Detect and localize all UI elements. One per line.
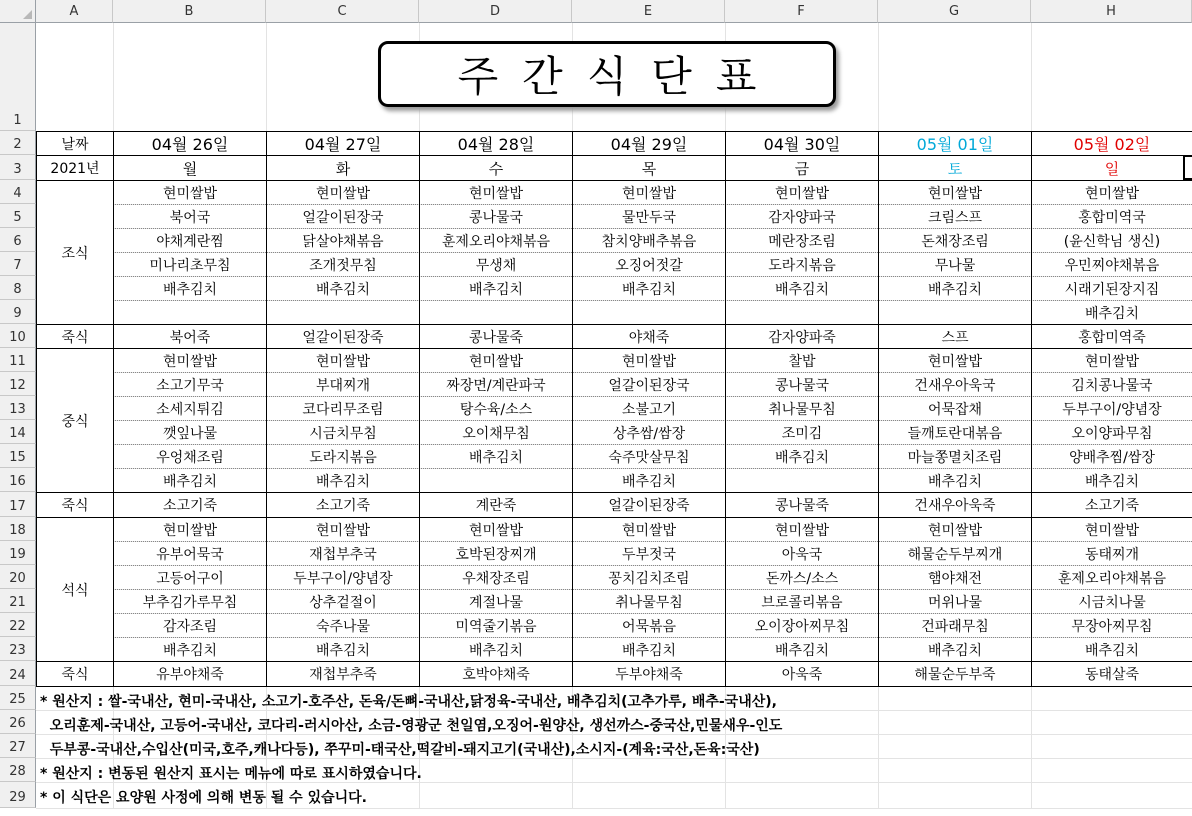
row-header-6[interactable]: 6 bbox=[0, 228, 36, 252]
meal-label-cell[interactable]: 중식 bbox=[37, 349, 113, 492]
row-border bbox=[36, 180, 1192, 181]
row-header-22[interactable]: 22 bbox=[0, 613, 36, 637]
column-border bbox=[419, 131, 420, 686]
select-all-corner[interactable] bbox=[0, 0, 36, 23]
column-border bbox=[1031, 131, 1032, 686]
menu-item-cell[interactable]: 미역줄기볶음 bbox=[420, 614, 572, 637]
column-header-h[interactable]: H bbox=[1031, 0, 1192, 23]
menu-item-cell[interactable]: 유부어묵국 bbox=[114, 542, 266, 565]
menu-item-cell[interactable]: 현미쌀밥 bbox=[879, 349, 1031, 372]
menu-item-cell[interactable] bbox=[726, 469, 878, 492]
date-cell[interactable]: 04월 28일 bbox=[420, 132, 572, 155]
menu-item-cell[interactable]: 배추김치 bbox=[267, 638, 419, 661]
menu-item-cell[interactable]: 소세지튀김 bbox=[114, 397, 266, 420]
footnote-line: * 원산지 : 변동된 원산지 표시는 메뉴에 따로 표시하였습니다. bbox=[40, 766, 422, 782]
menu-item-cell[interactable]: 우엉채조림 bbox=[114, 445, 266, 468]
menu-item-cell[interactable] bbox=[573, 301, 725, 324]
menu-item-cell[interactable]: 현미쌀밥 bbox=[726, 518, 878, 541]
menu-item-cell[interactable]: 돈까스/소스 bbox=[726, 566, 878, 589]
menu-item-cell[interactable]: 찰밥 bbox=[726, 349, 878, 372]
page-title-text: 주간식단표 bbox=[457, 52, 781, 101]
row-header-29[interactable]: 29 bbox=[0, 782, 36, 808]
menu-item-cell[interactable]: 숙주맛살무침 bbox=[573, 445, 725, 468]
menu-item-cell[interactable]: 현미쌀밥 bbox=[420, 518, 572, 541]
row-border bbox=[36, 324, 1192, 325]
weekday-cell[interactable]: 수 bbox=[420, 156, 572, 180]
menu-item-cell[interactable]: 배추김치 bbox=[420, 277, 572, 300]
menu-item-cell[interactable]: 오이채무침 bbox=[420, 421, 572, 444]
selected-cell-indicator[interactable] bbox=[1183, 155, 1192, 180]
date-cell[interactable]: 04월 27일 bbox=[267, 132, 419, 155]
column-border bbox=[113, 131, 114, 686]
menu-item-cell[interactable]: 조개젓무침 bbox=[267, 253, 419, 276]
menu-item-cell[interactable]: 얼갈이된장죽 bbox=[573, 493, 725, 517]
menu-item-cell[interactable]: 오이장아찌무침 bbox=[726, 614, 878, 637]
menu-item-cell[interactable]: 양배추찜/쌈장 bbox=[1032, 445, 1192, 468]
menu-item-cell[interactable]: 얼갈이된장국 bbox=[267, 205, 419, 228]
menu-item-cell[interactable]: 배추김치 bbox=[879, 277, 1031, 300]
row-header-1[interactable]: 1 bbox=[0, 23, 36, 131]
menu-item-cell[interactable]: 어묵잡채 bbox=[879, 397, 1031, 420]
meal-label-cell[interactable]: 죽식 bbox=[37, 662, 113, 686]
menu-item-cell[interactable]: 현미쌀밥 bbox=[114, 181, 266, 204]
menu-item-cell[interactable]: 해물순두부죽 bbox=[879, 662, 1031, 686]
menu-item-cell[interactable]: 두부젓국 bbox=[573, 542, 725, 565]
menu-item-cell[interactable]: 배추김치 bbox=[114, 469, 266, 492]
menu-item-cell[interactable]: 오징어젓갈 bbox=[573, 253, 725, 276]
row-header-24[interactable]: 24 bbox=[0, 661, 36, 686]
row-border bbox=[36, 686, 1192, 687]
menu-item-cell[interactable]: 콩나물죽 bbox=[726, 493, 878, 517]
column-header-e[interactable]: E bbox=[572, 0, 725, 23]
date-cell[interactable]: 04월 29일 bbox=[573, 132, 725, 155]
menu-item-cell[interactable]: 시금치무침 bbox=[267, 421, 419, 444]
menu-item-cell[interactable]: 호박야채죽 bbox=[420, 662, 572, 686]
menu-item-cell[interactable]: 배추김치 bbox=[267, 277, 419, 300]
menu-item-cell[interactable]: 무장아찌무침 bbox=[1032, 614, 1192, 637]
menu-item-cell[interactable]: 건파래무침 bbox=[879, 614, 1031, 637]
row-header-17[interactable]: 17 bbox=[0, 492, 36, 517]
row-header-21[interactable]: 21 bbox=[0, 589, 36, 613]
menu-item-cell[interactable]: 소불고기 bbox=[573, 397, 725, 420]
row-header-27[interactable]: 27 bbox=[0, 734, 36, 758]
menu-item-cell[interactable]: 홍합미역국 bbox=[1032, 205, 1192, 228]
column-header-d[interactable]: D bbox=[419, 0, 572, 23]
date-cell[interactable]: 04월 26일 bbox=[114, 132, 266, 155]
menu-item-cell[interactable]: 브로콜리볶음 bbox=[726, 590, 878, 613]
weekday-cell[interactable]: 토 bbox=[879, 156, 1031, 180]
menu-item-cell[interactable]: 현미쌀밥 bbox=[1032, 181, 1192, 204]
menu-item-cell[interactable]: 배추김치 bbox=[879, 638, 1031, 661]
menu-item-cell[interactable]: 콩나물죽 bbox=[420, 325, 572, 348]
menu-item-cell[interactable]: 상추쌈/쌈장 bbox=[573, 421, 725, 444]
menu-item-cell[interactable]: 감자양파국 bbox=[726, 205, 878, 228]
row-header-20[interactable]: 20 bbox=[0, 565, 36, 589]
menu-item-cell[interactable]: 계절나물 bbox=[420, 590, 572, 613]
menu-item-cell[interactable]: 콩나물국 bbox=[420, 205, 572, 228]
menu-item-cell[interactable]: 배추김치 bbox=[573, 277, 725, 300]
menu-item-cell[interactable]: 스프 bbox=[879, 325, 1031, 348]
menu-item-cell[interactable]: 현미쌀밥 bbox=[420, 349, 572, 372]
row-header-18[interactable]: 18 bbox=[0, 517, 36, 541]
menu-item-cell[interactable]: 재첩부추국 bbox=[267, 542, 419, 565]
menu-item-cell[interactable]: 현미쌀밥 bbox=[1032, 349, 1192, 372]
menu-item-cell[interactable]: 어묵볶음 bbox=[573, 614, 725, 637]
menu-item-cell[interactable] bbox=[420, 469, 572, 492]
menu-item-cell[interactable]: 현미쌀밥 bbox=[1032, 518, 1192, 541]
menu-item-cell[interactable]: 현미쌀밥 bbox=[879, 181, 1031, 204]
menu-item-cell[interactable]: 소고기죽 bbox=[114, 493, 266, 517]
menu-item-cell[interactable]: 훈제오리야채볶음 bbox=[1032, 566, 1192, 589]
menu-item-cell[interactable]: 야채죽 bbox=[573, 325, 725, 348]
column-border bbox=[266, 131, 267, 686]
menu-item-cell[interactable]: 현미쌀밥 bbox=[114, 518, 266, 541]
menu-item-cell[interactable]: 해물순두부찌개 bbox=[879, 542, 1031, 565]
menu-item-cell[interactable]: 배추김치 bbox=[114, 277, 266, 300]
row-header-12[interactable]: 12 bbox=[0, 372, 36, 396]
row-header-28[interactable]: 28 bbox=[0, 758, 36, 782]
menu-item-cell[interactable]: 건새우아욱죽 bbox=[879, 493, 1031, 517]
row-header-8[interactable]: 8 bbox=[0, 276, 36, 300]
menu-item-cell[interactable]: 동태살죽 bbox=[1032, 662, 1192, 686]
menu-item-cell[interactable] bbox=[879, 301, 1031, 324]
row-header-26[interactable]: 26 bbox=[0, 710, 36, 734]
menu-item-cell[interactable] bbox=[267, 301, 419, 324]
meal-label-cell[interactable]: 죽식 bbox=[37, 493, 113, 517]
menu-item-cell[interactable]: 숙주나물 bbox=[267, 614, 419, 637]
row-header-15[interactable]: 15 bbox=[0, 444, 36, 468]
menu-item-cell[interactable]: 감자양파죽 bbox=[726, 325, 878, 348]
menu-item-cell[interactable]: 닭살야채볶음 bbox=[267, 229, 419, 252]
menu-item-cell[interactable]: 배추김치 bbox=[114, 638, 266, 661]
menu-item-cell[interactable]: 물만두국 bbox=[573, 205, 725, 228]
menu-item-cell[interactable]: 배추김치 bbox=[726, 638, 878, 661]
menu-item-cell[interactable]: 부대찌개 bbox=[267, 373, 419, 396]
row-header-7[interactable]: 7 bbox=[0, 252, 36, 276]
menu-item-cell[interactable]: 무생채 bbox=[420, 253, 572, 276]
row-border bbox=[36, 155, 1192, 156]
menu-item-cell[interactable]: 돈채장조림 bbox=[879, 229, 1031, 252]
menu-item-cell[interactable]: 북어국 bbox=[114, 205, 266, 228]
menu-item-cell[interactable]: (윤신학님 생신) bbox=[1032, 229, 1192, 252]
menu-item-cell[interactable]: 탕수육/소스 bbox=[420, 397, 572, 420]
column-header-a[interactable]: A bbox=[36, 0, 113, 23]
menu-item-cell[interactable]: 미나리초무침 bbox=[114, 253, 266, 276]
menu-item-cell[interactable]: 감자조림 bbox=[114, 614, 266, 637]
row-header-13[interactable]: 13 bbox=[0, 396, 36, 420]
menu-item-cell[interactable]: 취나물무침 bbox=[573, 590, 725, 613]
row-header-5[interactable]: 5 bbox=[0, 204, 36, 228]
menu-item-cell[interactable]: 소고기죽 bbox=[1032, 493, 1192, 517]
menu-item-cell[interactable]: 현미쌀밥 bbox=[114, 349, 266, 372]
gridline bbox=[36, 808, 1192, 809]
row-header-9[interactable]: 9 bbox=[0, 300, 36, 324]
row-header-23[interactable]: 23 bbox=[0, 637, 36, 661]
row-header-16[interactable]: 16 bbox=[0, 468, 36, 492]
weekday-cell[interactable]: 화 bbox=[267, 156, 419, 180]
menu-item-cell[interactable]: 소고기죽 bbox=[267, 493, 419, 517]
menu-item-cell[interactable]: 도라지볶음 bbox=[726, 253, 878, 276]
menu-item-cell[interactable]: 마늘쫑멸치조림 bbox=[879, 445, 1031, 468]
menu-item-cell[interactable]: 크림스프 bbox=[879, 205, 1031, 228]
menu-item-cell[interactable]: 소고기무국 bbox=[114, 373, 266, 396]
menu-item-cell[interactable]: 현미쌀밥 bbox=[267, 518, 419, 541]
menu-item-cell[interactable]: 취나물무침 bbox=[726, 397, 878, 420]
menu-item-cell[interactable]: 홍합미역죽 bbox=[1032, 325, 1192, 348]
weekday-cell[interactable]: 목 bbox=[573, 156, 725, 180]
menu-item-cell[interactable]: 훈제오리야채볶음 bbox=[420, 229, 572, 252]
menu-item-cell[interactable] bbox=[114, 301, 266, 324]
row-border bbox=[36, 517, 1192, 518]
menu-item-cell[interactable]: 북어죽 bbox=[114, 325, 266, 348]
row-header-10[interactable]: 10 bbox=[0, 324, 36, 348]
menu-item-cell[interactable]: 배추김치 bbox=[573, 469, 725, 492]
footnote-line: * 원산지 : 쌀-국내산, 현미-국내산, 소고기-호주산, 돈육/돈뼈-국내산,닭정육-국내산, 배추김치(고추가루, 배추-국내산), bbox=[40, 694, 777, 710]
menu-item-cell[interactable]: 배추김치 bbox=[573, 638, 725, 661]
menu-item-cell[interactable] bbox=[726, 301, 878, 324]
menu-item-cell[interactable]: 배추김치 bbox=[726, 277, 878, 300]
menu-item-cell[interactable]: 현미쌀밥 bbox=[267, 349, 419, 372]
footnote-line: 두부콩-국내산,수입산(미국,호주,캐나다등), 쭈꾸미-태국산,떡갈비-돼지고기(국내산),소시지-(계육:국산,돈육:국산) bbox=[40, 742, 760, 758]
menu-item-cell[interactable] bbox=[420, 301, 572, 324]
row-header-11[interactable]: 11 bbox=[0, 348, 36, 372]
date-cell[interactable]: 04월 30일 bbox=[726, 132, 878, 155]
menu-item-cell[interactable]: 계란죽 bbox=[420, 493, 572, 517]
weekday-cell[interactable]: 일 bbox=[1032, 156, 1192, 180]
menu-item-cell[interactable]: 오이양파무침 bbox=[1032, 421, 1192, 444]
menu-item-cell[interactable]: 깻잎나물 bbox=[114, 421, 266, 444]
menu-item-cell[interactable]: 현미쌀밥 bbox=[267, 181, 419, 204]
menu-item-cell[interactable]: 재첩부추죽 bbox=[267, 662, 419, 686]
footnote-line: * 이 식단은 요양원 사정에 의해 변동 될 수 있습니다. bbox=[40, 790, 367, 806]
row-header-25[interactable]: 25 bbox=[0, 686, 36, 710]
column-border bbox=[572, 131, 573, 686]
menu-item-cell[interactable]: 야채계란찜 bbox=[114, 229, 266, 252]
row-header-19[interactable]: 19 bbox=[0, 541, 36, 565]
column-header-c[interactable]: C bbox=[266, 0, 419, 23]
row-border bbox=[36, 661, 1192, 662]
meal-label-cell[interactable]: 조식 bbox=[37, 181, 113, 324]
menu-item-cell[interactable]: 우채장조림 bbox=[420, 566, 572, 589]
menu-item-cell[interactable]: 햄야채전 bbox=[879, 566, 1031, 589]
menu-item-cell[interactable]: 배추김치 bbox=[1032, 638, 1192, 661]
menu-item-cell[interactable]: 조미김 bbox=[726, 421, 878, 444]
column-border bbox=[878, 131, 879, 686]
menu-item-cell[interactable]: 배추김치 bbox=[267, 469, 419, 492]
menu-item-cell[interactable]: 꽁치김치조림 bbox=[573, 566, 725, 589]
row-header-4[interactable]: 4 bbox=[0, 180, 36, 204]
footnote-line: 오리훈제-국내산, 고등어-국내산, 코다리-러시아산, 소금-영광군 천일염,오징어-원양산, 생선까스-중국산,민물새우-인도 bbox=[40, 718, 783, 734]
menu-item-cell[interactable]: 얼갈이된장죽 bbox=[267, 325, 419, 348]
menu-item-cell[interactable]: 얼갈이된장국 bbox=[573, 373, 725, 396]
meal-label-cell[interactable]: 석식 bbox=[37, 518, 113, 661]
menu-item-cell[interactable]: 배추김치 bbox=[420, 445, 572, 468]
menu-item-cell[interactable]: 아욱죽 bbox=[726, 662, 878, 686]
menu-item-cell[interactable]: 현미쌀밥 bbox=[573, 181, 725, 204]
menu-item-cell[interactable]: 배추김치 bbox=[1032, 301, 1192, 324]
menu-item-cell[interactable]: 현미쌀밥 bbox=[573, 518, 725, 541]
menu-item-cell[interactable]: 도라지볶음 bbox=[267, 445, 419, 468]
menu-item-cell[interactable]: 현미쌀밥 bbox=[573, 349, 725, 372]
row-border bbox=[36, 131, 1192, 132]
menu-item-cell[interactable]: 시래기된장지짐 bbox=[1032, 277, 1192, 300]
menu-item-cell[interactable]: 배추김치 bbox=[420, 638, 572, 661]
menu-item-cell[interactable]: 동태찌개 bbox=[1032, 542, 1192, 565]
row-header-14[interactable]: 14 bbox=[0, 420, 36, 444]
menu-item-cell[interactable]: 들깨토란대볶음 bbox=[879, 421, 1031, 444]
menu-item-cell[interactable]: 배추김치 bbox=[726, 445, 878, 468]
menu-item-cell[interactable]: 부추김가루무침 bbox=[114, 590, 266, 613]
menu-item-cell[interactable]: 현미쌀밥 bbox=[726, 181, 878, 204]
menu-item-cell[interactable]: 배추김치 bbox=[879, 469, 1031, 492]
year-label-cell[interactable]: 2021년 bbox=[37, 156, 113, 180]
date-cell[interactable]: 05월 02일 bbox=[1032, 132, 1192, 155]
weekday-cell[interactable]: 월 bbox=[114, 156, 266, 180]
menu-item-cell[interactable]: 고등어구이 bbox=[114, 566, 266, 589]
weekday-cell[interactable]: 금 bbox=[726, 156, 878, 180]
menu-item-cell[interactable]: 참치양배추볶음 bbox=[573, 229, 725, 252]
menu-item-cell[interactable]: 유부야채죽 bbox=[114, 662, 266, 686]
menu-item-cell[interactable]: 시금치나물 bbox=[1032, 590, 1192, 613]
column-header-g[interactable]: G bbox=[878, 0, 1031, 23]
menu-item-cell[interactable]: 두부구이/양념장 bbox=[1032, 397, 1192, 420]
date-cell[interactable]: 05월 01일 bbox=[879, 132, 1031, 155]
menu-item-cell[interactable]: 메란장조림 bbox=[726, 229, 878, 252]
menu-item-cell[interactable]: 짜장면/계란파국 bbox=[420, 373, 572, 396]
menu-item-cell[interactable]: 두부야채죽 bbox=[573, 662, 725, 686]
menu-item-cell[interactable]: 콩나물국 bbox=[726, 373, 878, 396]
column-border bbox=[725, 131, 726, 686]
menu-item-cell[interactable]: 상추겉절이 bbox=[267, 590, 419, 613]
menu-item-cell[interactable]: 배추김치 bbox=[1032, 469, 1192, 492]
menu-item-cell[interactable]: 무나물 bbox=[879, 253, 1031, 276]
column-header-f[interactable]: F bbox=[725, 0, 878, 23]
date-label-cell[interactable]: 날짜 bbox=[37, 132, 113, 155]
menu-item-cell[interactable]: 현미쌀밥 bbox=[879, 518, 1031, 541]
meal-label-cell[interactable]: 죽식 bbox=[37, 325, 113, 348]
column-border bbox=[36, 131, 37, 686]
menu-item-cell[interactable]: 우민찌야채볶음 bbox=[1032, 253, 1192, 276]
row-border bbox=[36, 348, 1192, 349]
menu-item-cell[interactable]: 머위나물 bbox=[879, 590, 1031, 613]
menu-item-cell[interactable]: 두부구이/양념장 bbox=[267, 566, 419, 589]
menu-item-cell[interactable]: 코다리무조림 bbox=[267, 397, 419, 420]
column-header-b[interactable]: B bbox=[113, 0, 266, 23]
menu-item-cell[interactable]: 김치콩나물국 bbox=[1032, 373, 1192, 396]
menu-item-cell[interactable]: 건새우아욱국 bbox=[879, 373, 1031, 396]
row-border bbox=[36, 492, 1192, 493]
row-header-3[interactable]: 3 bbox=[0, 155, 36, 180]
page-title bbox=[378, 41, 836, 107]
row-header-2[interactable]: 2 bbox=[0, 131, 36, 155]
menu-item-cell[interactable]: 아욱국 bbox=[726, 542, 878, 565]
menu-item-cell[interactable]: 현미쌀밥 bbox=[420, 181, 572, 204]
menu-item-cell[interactable]: 호박된장찌개 bbox=[420, 542, 572, 565]
